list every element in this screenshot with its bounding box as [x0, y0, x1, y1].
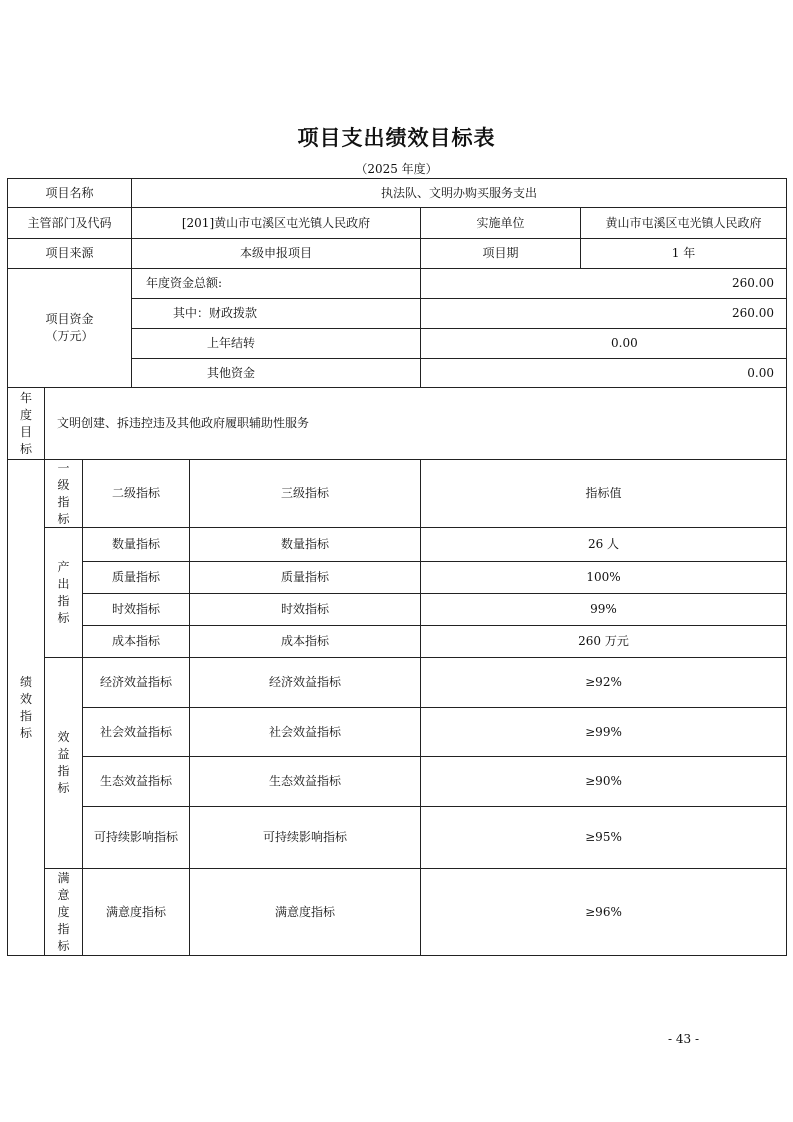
- label-funds: 项目资金 （万元）: [45, 312, 94, 343]
- indicator-l3: 时效指标: [280, 602, 329, 616]
- indicator-l3: 成本指标: [280, 634, 329, 648]
- indicator-l2: 社会效益指标: [99, 724, 172, 739]
- header-level1: 一级指标: [57, 460, 70, 526]
- indicator-l2: 质量指标: [111, 570, 160, 584]
- dept-code-value: [201]黄山市屯溪区屯光镇人民政府: [181, 215, 371, 230]
- group-output: 产出指标: [57, 559, 70, 625]
- other-value: 0.00: [747, 365, 774, 380]
- label-project-name: 项目名称: [45, 185, 94, 200]
- indicator-value: ≥99%: [585, 724, 622, 739]
- indicator-l2: 数量指标: [111, 537, 160, 551]
- indicator-l3: 数量指标: [280, 537, 329, 551]
- indicator-l3: 质量指标: [280, 570, 329, 584]
- indicator-l3: 生态效益指标: [268, 774, 341, 788]
- group-satisfaction: 满意度指标: [57, 870, 70, 953]
- indicator-l3: 可持续影响指标: [262, 830, 347, 844]
- indicator-value: 100%: [586, 570, 621, 584]
- carryover-value: 0.00: [611, 336, 638, 350]
- indicator-value: 99%: [590, 602, 617, 616]
- indicator-l2: 成本指标: [111, 634, 160, 648]
- label-other: 其他资金: [206, 365, 255, 380]
- impl-unit-value: 黄山市屯溪区屯光镇人民政府: [605, 215, 762, 230]
- annual-goal-value: 文明创建、拆违控违及其他政府履职辅助性服务: [57, 416, 310, 430]
- group-benefit: 效益指标: [57, 730, 70, 795]
- document-title: 项目支出绩效目标表: [297, 125, 496, 150]
- page-number: - 43 -: [668, 1032, 700, 1046]
- document-year: （2025 年度）: [355, 162, 438, 176]
- label-impl-unit: 实施单位: [476, 215, 525, 230]
- indicator-l2: 生态效益指标: [99, 774, 172, 788]
- indicator-l2: 时效指标: [111, 602, 160, 616]
- indicator-value: 26 人: [587, 537, 620, 551]
- fiscal-value: 260.00: [732, 306, 774, 320]
- indicator-l2: 可持续影响指标: [93, 830, 178, 844]
- label-annual-total: 年度资金总额:: [146, 276, 223, 290]
- indicator-l3: 经济效益指标: [268, 675, 341, 689]
- indicator-value: ≥92%: [585, 675, 622, 689]
- indicator-l3: 社会效益指标: [268, 724, 341, 739]
- period-value: 1 年: [671, 246, 696, 260]
- indicator-value: ≥95%: [585, 830, 622, 844]
- indicator-l3: 满意度指标: [274, 904, 335, 919]
- indicator-l2: 满意度指标: [105, 904, 166, 919]
- source-value: 本级申报项目: [239, 246, 312, 260]
- label-source: 项目来源: [45, 246, 94, 260]
- label-period: 项目期: [482, 246, 519, 260]
- annual-total-value: 260.00: [732, 276, 774, 290]
- indicator-l2: 经济效益指标: [99, 675, 172, 689]
- label-carryover: 上年结转: [206, 336, 255, 350]
- label-annual-goal: 年度目标: [20, 390, 33, 456]
- indicator-value: ≥96%: [585, 904, 622, 919]
- project-name-value: 执法队、文明办购买服务支出: [380, 185, 537, 200]
- label-dept-code: 主管部门及代码: [27, 215, 112, 230]
- header-level2: 二级指标: [111, 486, 160, 500]
- indicator-value: ≥90%: [585, 774, 622, 788]
- indicator-value: 260 万元: [578, 634, 629, 648]
- header-level3: 三级指标: [280, 486, 329, 500]
- label-performance: 绩效指标: [20, 674, 33, 740]
- header-value: 指标值: [585, 486, 622, 500]
- label-fiscal: 其中：财政拨款: [172, 306, 257, 320]
